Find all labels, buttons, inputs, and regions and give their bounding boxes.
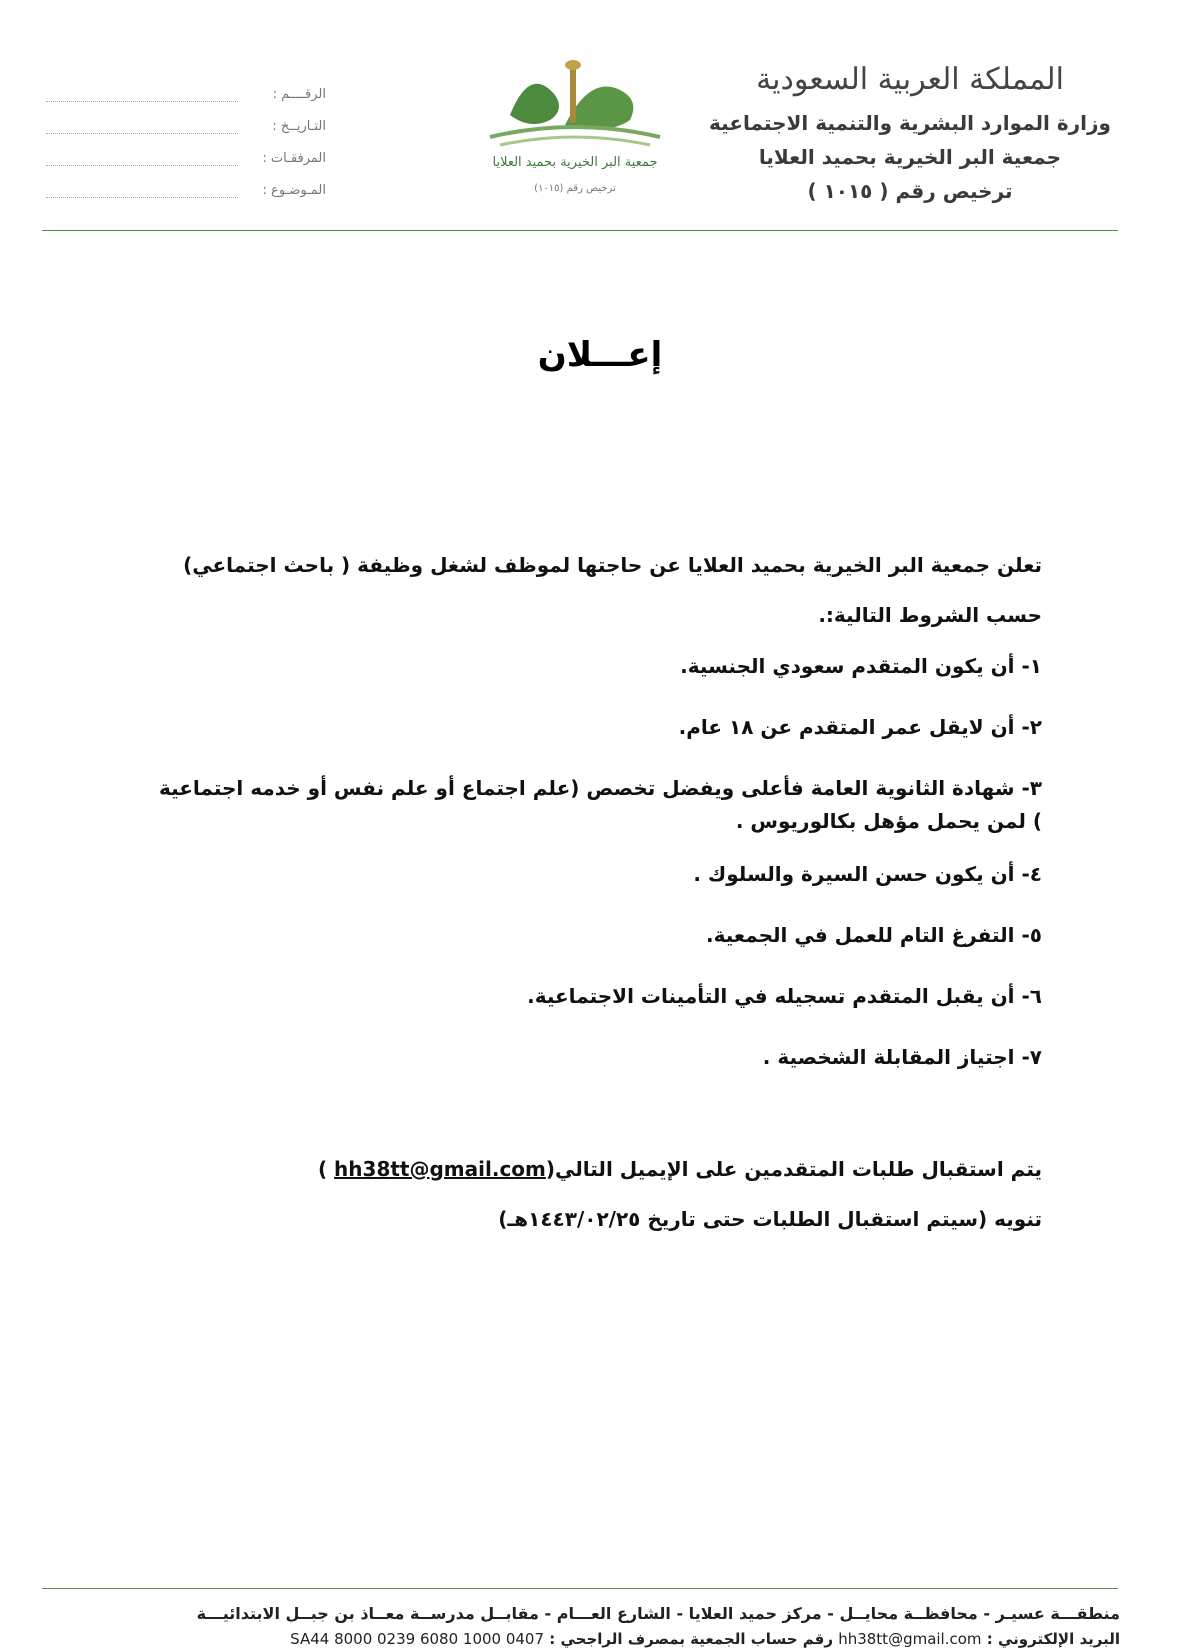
ministry-name: وزارة الموارد البشرية والتنمية الاجتماعية [709,111,1111,135]
meta-number-row [46,78,326,110]
logo-license: ترخيص رقم (١٠١٥) [534,183,616,194]
header-divider [42,230,1118,231]
condition-item: ٦- أن يقبل المتقدم تسجيله في التأمينات الاجتماعية. [527,984,1042,1008]
meta-date-label: التـاريــخ : [272,118,326,134]
deadline-notice: تنويه (سيتم استقبال الطلبات حتى تاريخ ١٤٤٣/٠٢/٢٥هـ) [498,1207,1042,1231]
meta-attachments-label: المرفقـات : [262,150,326,166]
association-logo [470,55,680,215]
announcement-body [152,540,1042,1254]
footer-email[interactable]: hh38tt@gmail.com [838,1630,982,1648]
meta-subject-label: المـوضـوع : [262,182,326,198]
meta-subject-line [46,183,238,198]
meta-attachments-row [46,142,326,174]
contact-close: ) [317,1157,335,1181]
meta-date-row [46,110,326,142]
condition-item: ٢- أن لايقل عمر المتقدم عن ١٨ عام. [678,715,1042,739]
footer-contact [40,1630,1120,1650]
footer-account-label: رقم حساب الجمعية بمصرف الراجحي : [549,1630,833,1648]
kingdom-title: المملكة العربية السعودية [756,62,1064,97]
condition-item: ٥- التفرغ التام للعمل في الجمعية. [706,923,1042,947]
footer-address: منطقـــة عسيـر - محافظــة محايــل - مركز حميد العلايا - الشارع العـــام - مقابــل مدرســة معــاذ بن جبــل الابتدائيـــة [196,1604,1120,1623]
intro-paragraph: تعلن جمعية البر الخيرية بحميد العلايا عن حاجتها لموظف لشغل وظيفة ( باحث اجتماعي) حسب الشروط التالية:. [183,553,1042,627]
footer-email-label: البريد الإلكتروني : [986,1630,1120,1648]
meta-number-label: الرقــــم : [272,86,326,102]
condition-item: ١- أن يكون المتقدم سعودي الجنسية. [680,654,1042,678]
meta-number-line [46,87,238,102]
contact-paragraph [152,1154,1042,1184]
condition-item: ٣- شهادة الثانوية العامة فأعلى ويفضل تخصص (علم اجتماع أو علم نفس أو خدمه اجتماعية ) لمن يحمل مؤهل بكالوريوس . [158,776,1042,833]
footer-iban: SA44 8000 0239 6080 1000 0407 [290,1630,545,1648]
document-meta-fields [46,78,326,206]
logo-mark [470,55,680,155]
footer-divider [42,1588,1118,1589]
meta-date-line [46,119,238,134]
contact-text: يتم استقبال طلبات المتقدمين على الإيميل التالي( [545,1157,1042,1181]
page-title: إعـــلان [537,335,663,375]
condition-item: ٤- أن يكون حسن السيرة والسلوك . [693,862,1042,886]
license-number: ترخيص رقم ( ١٠١٥ ) [807,179,1013,203]
logo-association-name: جمعية البر الخيرية بحميد العلايا [492,155,658,170]
meta-subject-row [46,174,326,206]
header-official-block [700,60,1120,208]
contact-email-link[interactable]: hh38tt@gmail.com [334,1157,546,1181]
association-name: جمعية البر الخيرية بحميد العلايا [758,145,1062,169]
condition-item: ٧- اجتياز المقابلة الشخصية . [762,1045,1042,1069]
meta-attachments-line [46,151,238,166]
